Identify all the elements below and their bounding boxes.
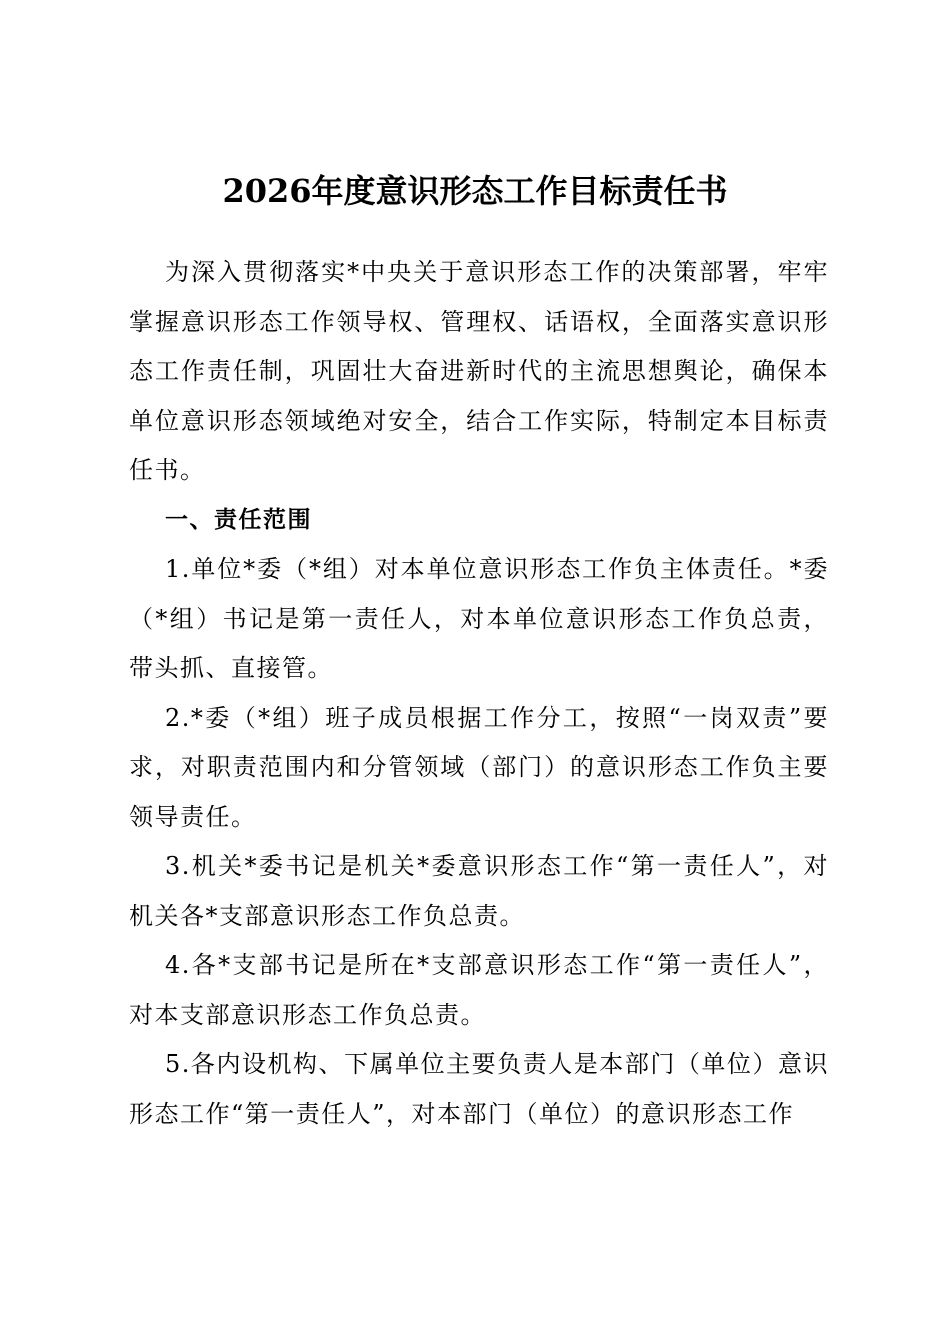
- intro-paragraph: 为深入贯彻落实*中央关于意识形态工作的决策部署，牢牢掌握意识形态工作领导权、管理权、话语权，全面落实意识形态工作责任制，巩固壮大奋进新时代的主流思想舆论，确保本单位意识形态领域绝对安全，结合工作实际，特制定本目标责任书。: [129, 258, 829, 484]
- list-item: 1.单位*委（*组）对本单位意识形态工作负主体责任。*委（*组）书记是第一责任人，对本单位意识形态工作负总责，带头抓、直接管。: [129, 555, 829, 682]
- list-item: 3.机关*委书记是机关*委意识形态工作“第一责任人”，对机关各*支部意识形态工作负总责。: [129, 852, 829, 930]
- document-body: [129, 248, 829, 1139]
- list-item: 5.各内设机构、下属单位主要负责人是本部门（单位）意识形态工作“第一责任人”，对本部门（单位）的意识形态工作: [129, 1050, 829, 1128]
- document-title: 2026年度意识形态工作目标责任书: [222, 172, 728, 210]
- section-heading-responsibility-scope: 一、责任范围: [165, 506, 312, 533]
- list-item: 2.*委（*组）班子成员根据工作分工，按照“一岗双责”要求，对职责范围内和分管领域（部门）的意识形态工作负主要领导责任。: [129, 703, 829, 831]
- list-item: 4.各*支部书记是所在*支部意识形态工作“第一责任人”，对本支部意识形态工作负总责。: [129, 951, 829, 1029]
